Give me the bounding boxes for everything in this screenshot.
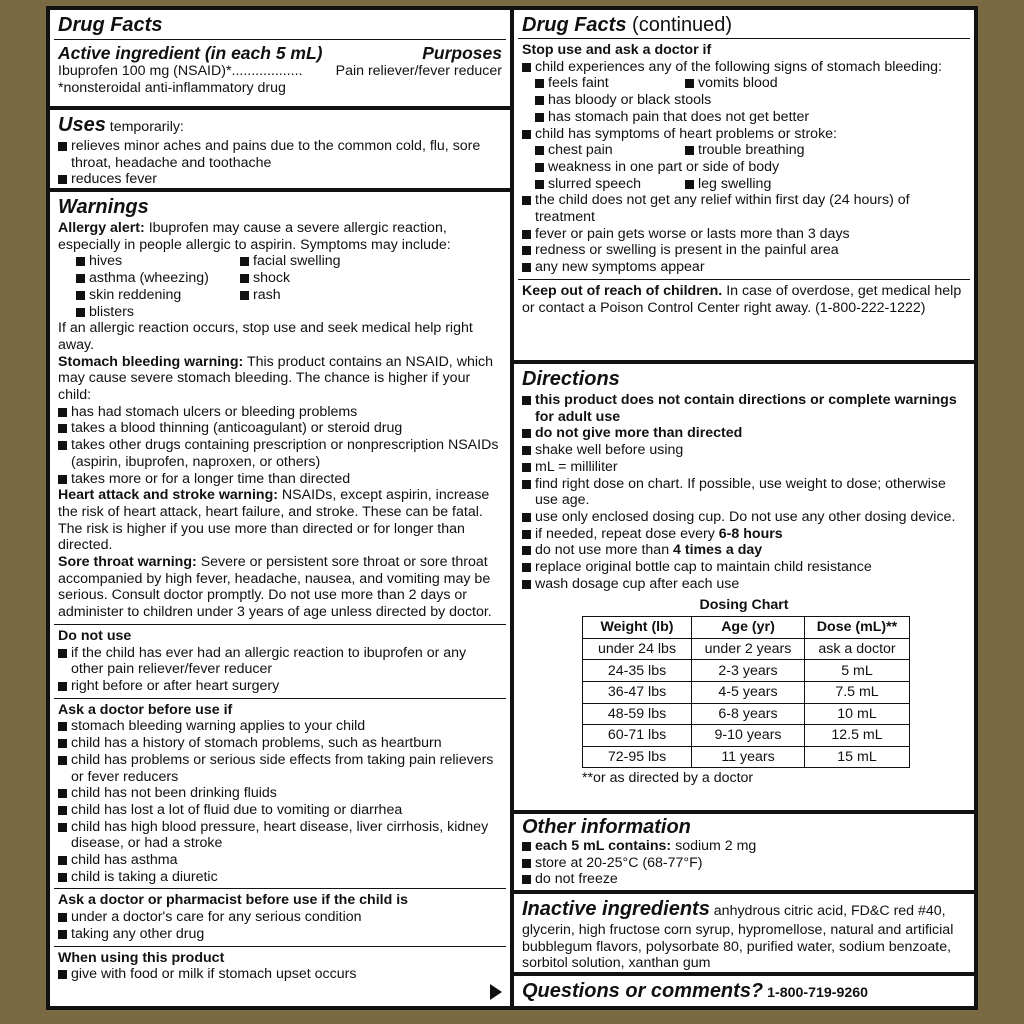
allergy-alert: Allergy alert: Ibuprofen may cause a severe allergic reaction, especially in people allergic to aspirin. Symptoms may include: — [58, 220, 451, 253]
questions-heading: Questions or comments? — [522, 980, 764, 1002]
throat-warning: Sore throat warning: Severe or persistent sore throat or sore throat accompanied by high fever, headache, nausea, and vomiting may be serious. Consult doctor promptly. Do not use more than 2 days or administer to children under 3 years of age unless directed by doctor. — [58, 554, 492, 621]
when-using-item: give with food or milk if stomach upset occurs — [58, 966, 502, 983]
heart-grid-2 — [522, 176, 966, 193]
nsaid-footnote: *nonsteroidal anti-inflammatory drug — [58, 79, 286, 96]
uses-item: reduces fever — [58, 171, 502, 188]
keep-out-of-reach: Keep out of reach of children. In case of overdose, get medical help or contact a Poison Control Center right away. (1-800-222-1222) — [522, 282, 962, 316]
stomach-warning: Stomach bleeding warning: This product contains an NSAID, which may cause severe stomach bleeding. The chance is higher if your child: — [58, 353, 493, 404]
symptom-item: blisters — [76, 304, 240, 321]
heart-grid-1 — [522, 142, 966, 159]
ingredient-row — [58, 63, 502, 80]
purposes-heading: Purposes — [422, 43, 502, 63]
bleed-sign: vomits blood — [685, 75, 966, 92]
when-using-heading: When using this product — [58, 949, 225, 966]
bleed-sign: feels faint — [535, 75, 685, 92]
active-heading-row — [58, 43, 502, 63]
active-ingredient-box — [50, 10, 510, 106]
leader-dots: .................. — [231, 63, 303, 79]
directions-item: do not use more than 4 times a day — [522, 542, 966, 559]
other-info-item: store at 20-25°C (68-77°F) — [522, 855, 966, 872]
directions-heading: Directions — [522, 368, 620, 390]
table-cell: 48-59 lbs — [583, 703, 692, 725]
stop-use-heading: Stop use and ask a doctor if — [522, 42, 712, 58]
inactive-heading: Inactive ingredients — [522, 898, 710, 920]
questions-box — [514, 976, 974, 1006]
directions-item: do not give more than directed — [522, 425, 966, 442]
symptom-item: facial swelling — [240, 253, 502, 270]
directions-item: this product does not contain directions or complete warnings for adult use — [522, 392, 966, 425]
ask-doctor-item: stomach bleeding warning applies to your child — [58, 718, 502, 735]
allergy-after: If an allergic reaction occurs, stop use and seek medical help right away. — [58, 320, 473, 353]
table-cell: 24-35 lbs — [583, 660, 692, 682]
table-cell: 36-47 lbs — [583, 681, 692, 703]
heart-warning: Heart attack and stroke warning: NSAIDs, except aspirin, increase the risk of heart attack, heart failure, and stroke. These can be fatal. The risk is higher if you use more than directed or for longer than directed. — [58, 487, 490, 554]
stomach-item: takes other drugs containing prescription or nonprescription NSAIDs (aspirin, ibuprofen, naproxen, or others) — [58, 437, 502, 470]
divider — [54, 888, 506, 889]
other-info-heading: Other information — [522, 816, 691, 838]
uses-heading: Uses — [58, 114, 106, 136]
table-row — [583, 746, 910, 768]
left-column — [50, 10, 510, 1006]
bleed-grid — [522, 75, 966, 92]
ask-doctor-item: child has lost a lot of fluid due to vomiting or diarrhea — [58, 802, 502, 819]
continue-arrow-icon — [490, 984, 502, 1000]
stomach-item: has had stomach ulcers or bleeding problems — [58, 404, 502, 421]
questions-phone: 1-800-719-9260 — [767, 985, 869, 1001]
table-cell: under 2 years — [692, 638, 805, 660]
ask-pharmacist-item: taking any other drug — [58, 926, 502, 943]
dosing-table — [582, 616, 910, 768]
table-cell: 6-8 years — [692, 703, 805, 725]
ask-doctor-item: child has not been drinking fluids — [58, 785, 502, 802]
table-cell: 4-5 years — [692, 681, 805, 703]
table-cell: 2-3 years — [692, 660, 805, 682]
uses-intro: temporarily: — [109, 119, 184, 135]
ingredient-purpose: Pain reliever/fever reducer — [335, 63, 502, 79]
ask-doctor-item: child has a history of stomach problems, such as heartburn — [58, 735, 502, 752]
table-cell: 15 mL — [805, 746, 910, 768]
table-cell: ask a doctor — [805, 638, 910, 660]
other-info-item: each 5 mL contains: sodium 2 mg — [522, 838, 966, 855]
inactive-box — [514, 894, 974, 972]
column-header: Dose (mL)** — [805, 617, 910, 639]
symptom-item: asthma (wheezing) — [76, 270, 240, 287]
other-info-box — [514, 814, 974, 890]
ask-pharmacist-heading: Ask a doctor or pharmacist before use if the child is — [58, 892, 409, 909]
table-row — [583, 725, 910, 747]
stop-use-item: redness or swelling is present in the painful area — [522, 242, 966, 259]
heart-sign: slurred speech — [535, 176, 685, 193]
symptom-grid — [58, 253, 502, 320]
heart-sign: trouble breathing — [685, 142, 966, 159]
column-header: Weight (lb) — [583, 617, 692, 639]
directions-item: shake well before using — [522, 442, 966, 459]
active-ingredient-heading: Active ingredient (in each 5 mL) — [58, 43, 323, 63]
divider — [54, 698, 506, 699]
right-column — [514, 10, 974, 1006]
symptom-item: hives — [76, 253, 240, 270]
bleed-sign: has bloody or black stools — [535, 92, 966, 109]
table-cell: 12.5 mL — [805, 725, 910, 747]
warnings-heading: Warnings — [58, 196, 149, 218]
table-cell: 7.5 mL — [805, 681, 910, 703]
table-cell: under 24 lbs — [583, 638, 692, 660]
directions-item: replace original bottle cap to maintain child resistance — [522, 559, 966, 576]
stomach-item: takes more or for a longer time than directed — [58, 471, 502, 488]
inactive-text: anhydrous citric acid, FD&C red #40, glycerin, high fructose corn syrup, hypromellose, natural and artificial bubblegum flavors, polysorbate 80, purified water, sodium benzoate, sorbitol solution, xanthan gum — [522, 903, 954, 972]
table-cell: 10 mL — [805, 703, 910, 725]
uses-item: relieves minor aches and pains due to the common cold, flu, sore throat, headache and toothache — [58, 138, 502, 171]
ask-pharmacist-item: under a doctor's care for any serious condition — [58, 909, 502, 926]
ask-doctor-item: child has asthma — [58, 852, 502, 869]
do-not-use-item: right before or after heart surgery — [58, 678, 502, 695]
heart-sign: leg swelling — [685, 176, 966, 193]
ask-doctor-heading: Ask a doctor before use if — [58, 701, 233, 718]
table-cell: 5 mL — [805, 660, 910, 682]
directions-item: if needed, repeat dose every 6-8 hours — [522, 526, 966, 543]
column-header: Age (yr) — [692, 617, 805, 639]
do-not-use-heading: Do not use — [58, 627, 132, 644]
table-row — [583, 638, 910, 660]
table-cell: 72-95 lbs — [583, 746, 692, 768]
ingredient-name: Ibuprofen 100 mg (NSAID)* — [58, 63, 232, 79]
drug-facts-panel — [46, 6, 978, 1010]
table-cell: 9-10 years — [692, 725, 805, 747]
heart-sign: weakness in one part or side of body — [535, 159, 966, 176]
directions-box — [514, 364, 974, 810]
divider — [54, 39, 506, 40]
table-row — [583, 681, 910, 703]
directions-item: mL = milliliter — [522, 459, 966, 476]
bleed-sign: has stomach pain that does not get better — [535, 109, 966, 126]
dosing-table-header — [583, 617, 910, 639]
ask-doctor-item: child has high blood pressure, heart disease, liver cirrhosis, kidney disease, or had a stroke — [58, 819, 502, 852]
dosing-footnote: **or as directed by a doctor — [582, 770, 754, 787]
symptom-item: skin reddening — [76, 287, 240, 304]
stomach-item: takes a blood thinning (anticoagulant) or steroid drug — [58, 420, 502, 437]
stop-use-item: child experiences any of the following signs of stomach bleeding: — [522, 59, 966, 76]
stop-use-item: fever or pain gets worse or lasts more than 3 days — [522, 226, 966, 243]
directions-item: use only enclosed dosing cup. Do not use any other dosing device. — [522, 509, 966, 526]
uses-box — [50, 110, 510, 188]
other-info-item: do not freeze — [522, 871, 966, 888]
ask-doctor-item: child is taking a diuretic — [58, 869, 502, 886]
stop-use-box — [514, 10, 974, 360]
divider — [518, 279, 970, 280]
symptom-item: shock — [240, 270, 502, 287]
divider — [518, 38, 970, 39]
divider — [54, 624, 506, 625]
stop-use-item: the child does not get any relief within first day (24 hours) of treatment — [522, 192, 966, 225]
symptom-item: rash — [240, 287, 502, 304]
drug-facts-title: Drug Facts — [58, 14, 163, 36]
ask-doctor-item: child has problems or serious side effects from taking pain relievers or fever reducers — [58, 752, 502, 785]
stop-use-item: any new symptoms appear — [522, 259, 966, 276]
heart-sign: chest pain — [535, 142, 685, 159]
stop-use-item: child has symptoms of heart problems or stroke: — [522, 126, 966, 143]
table-cell: 11 years — [692, 746, 805, 768]
table-cell: 60-71 lbs — [583, 725, 692, 747]
directions-item: wash dosage cup after each use — [522, 576, 966, 593]
dosing-chart-title: Dosing Chart — [699, 597, 789, 614]
do-not-use-item: if the child has ever had an allergic reaction to ibuprofen or any other pain reliever/fever reducer — [58, 645, 502, 678]
directions-item: find right dose on chart. If possible, use weight to dose; otherwise use age. — [522, 476, 966, 509]
warnings-box — [50, 192, 510, 1006]
drug-facts-continued-title: Drug Facts (continued) — [522, 14, 733, 36]
table-row — [583, 660, 910, 682]
table-row — [583, 703, 910, 725]
divider — [54, 946, 506, 947]
